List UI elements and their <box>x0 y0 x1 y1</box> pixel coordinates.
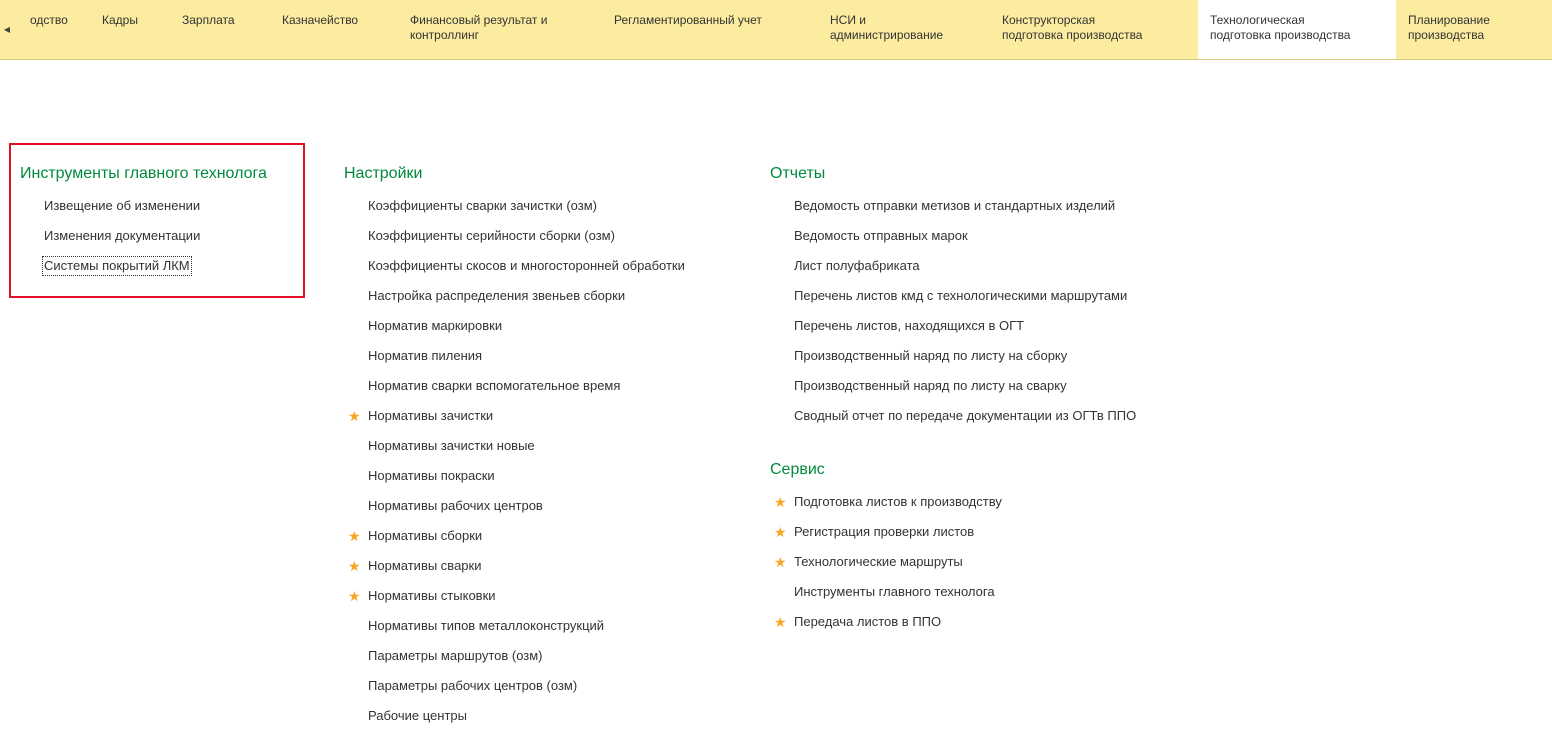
star-icon: ★ <box>348 528 361 544</box>
command-link[interactable] <box>770 408 1137 438</box>
highlight-frame <box>9 143 305 298</box>
command-label: Настройка распределения звеньев сборки <box>368 288 626 303</box>
command-link[interactable] <box>344 618 605 648</box>
command-label: Нормативы сборки <box>368 528 483 543</box>
command-label: Передача листов в ППО <box>794 614 942 629</box>
command-link[interactable] <box>770 228 968 258</box>
command-label: Норматив маркировки <box>368 318 503 333</box>
command-link[interactable] <box>770 378 1067 408</box>
command-label: Перечень листов кмд с технологическими маршрутами <box>794 288 1128 303</box>
section-tab[interactable]: Кадры <box>102 13 138 27</box>
command-label: Перечень листов, находящихся в ОГТ <box>794 318 1025 333</box>
group-items <box>770 198 1137 438</box>
command-label: Ведомость отправных марок <box>794 228 968 243</box>
command-link[interactable] <box>344 588 496 618</box>
command-link[interactable] <box>344 198 597 228</box>
command-label: Инструменты главного технолога <box>794 584 995 599</box>
star-icon: ★ <box>774 524 787 540</box>
group-title: Настройки <box>344 165 423 182</box>
command-label: Сводный отчет по передаче документации из ОГТв ППО <box>794 408 1137 423</box>
command-label: Норматив пиления <box>368 348 483 363</box>
command-label: Параметры рабочих центров (озм) <box>368 678 578 693</box>
star-icon: ★ <box>774 554 787 570</box>
group-items <box>344 198 685 738</box>
command-link[interactable] <box>770 198 1116 228</box>
command-link[interactable] <box>770 258 920 288</box>
command-link[interactable] <box>770 524 975 554</box>
command-label: Коэффициенты сварки зачистки (озм) <box>368 198 597 213</box>
command-label: Изменения документации <box>44 228 201 243</box>
section-tab[interactable]: Регламентированный учет <box>614 13 762 27</box>
command-link[interactable] <box>344 648 543 678</box>
command-link[interactable] <box>770 318 1025 348</box>
command-link[interactable] <box>770 348 1068 378</box>
star-icon: ★ <box>348 588 361 604</box>
command-link[interactable] <box>770 584 995 614</box>
command-label: Производственный наряд по листу на сборку <box>794 348 1068 363</box>
group-title: Сервис <box>770 461 825 478</box>
command-label: Коэффициенты скосов и многосторонней обработки <box>368 258 685 273</box>
section-tab[interactable]: Планирование производства <box>1408 13 1490 42</box>
command-link[interactable] <box>344 468 495 498</box>
command-label: Нормативы зачистки новые <box>368 438 535 453</box>
star-icon: ★ <box>774 614 787 630</box>
command-link[interactable] <box>770 288 1128 318</box>
command-label: Норматив сварки вспомогательное время <box>368 378 621 393</box>
command-label: Нормативы стыковки <box>368 588 496 603</box>
section-tab[interactable]: НСИ и администрирование <box>830 13 944 42</box>
command-label: Нормативы сварки <box>368 558 482 573</box>
command-label: Нормативы рабочих центров <box>368 498 543 513</box>
command-link[interactable] <box>344 258 685 288</box>
section-tab[interactable]: Технологическая подготовка производства <box>1198 0 1396 59</box>
section-tab[interactable]: одство <box>30 13 68 27</box>
command-link[interactable] <box>344 228 615 258</box>
command-label: Извещение об изменении <box>44 198 201 213</box>
command-label: Лист полуфабриката <box>794 258 920 273</box>
command-link[interactable] <box>770 554 963 584</box>
command-link[interactable] <box>344 348 483 378</box>
command-label: Технологические маршруты <box>794 554 963 569</box>
section-panel <box>0 0 1552 60</box>
function-group <box>770 460 1002 644</box>
function-group <box>344 164 685 738</box>
command-label: Нормативы типов металлоконструкций <box>368 618 605 633</box>
command-link[interactable] <box>344 558 482 588</box>
group-title: Инструменты главного технолога <box>20 165 267 182</box>
command-label: Системы покрытий ЛКМ <box>44 258 190 273</box>
group-title: Отчеты <box>770 165 826 182</box>
section-tab[interactable]: Конструкторская подготовка производства <box>1002 13 1143 42</box>
command-label: Параметры маршрутов (озм) <box>368 648 543 663</box>
star-icon: ★ <box>774 494 787 510</box>
command-link[interactable] <box>344 318 503 348</box>
command-label: Коэффициенты серийности сборки (озм) <box>368 228 615 243</box>
section-tab[interactable]: Казначейство <box>282 13 359 27</box>
command-label: Рабочие центры <box>368 708 467 723</box>
star-icon: ★ <box>348 408 361 424</box>
command-link[interactable] <box>344 498 543 528</box>
command-label: Нормативы зачистки <box>368 408 494 423</box>
command-link[interactable] <box>344 528 483 558</box>
command-label: Нормативы покраски <box>368 468 495 483</box>
section-tab[interactable]: Финансовый результат и контроллинг <box>410 13 548 42</box>
command-link[interactable] <box>344 438 535 468</box>
command-label: Ведомость отправки метизов и стандартных изделий <box>794 198 1116 213</box>
command-link[interactable] <box>344 708 467 738</box>
scroll-left-icon[interactable]: ◀ <box>3 25 11 34</box>
command-link[interactable] <box>344 678 578 708</box>
command-label: Регистрация проверки листов <box>794 524 975 539</box>
function-group <box>770 164 1137 438</box>
command-label: Подготовка листов к производству <box>794 494 1002 509</box>
command-label: Производственный наряд по листу на сварку <box>794 378 1067 393</box>
group-items <box>770 494 1002 644</box>
command-link[interactable] <box>344 288 626 318</box>
command-link[interactable] <box>344 408 494 438</box>
command-link[interactable] <box>344 378 621 408</box>
command-link[interactable] <box>770 494 1002 524</box>
section-tab[interactable]: Зарплата <box>182 13 235 27</box>
star-icon: ★ <box>348 558 361 574</box>
command-link[interactable] <box>770 614 942 644</box>
